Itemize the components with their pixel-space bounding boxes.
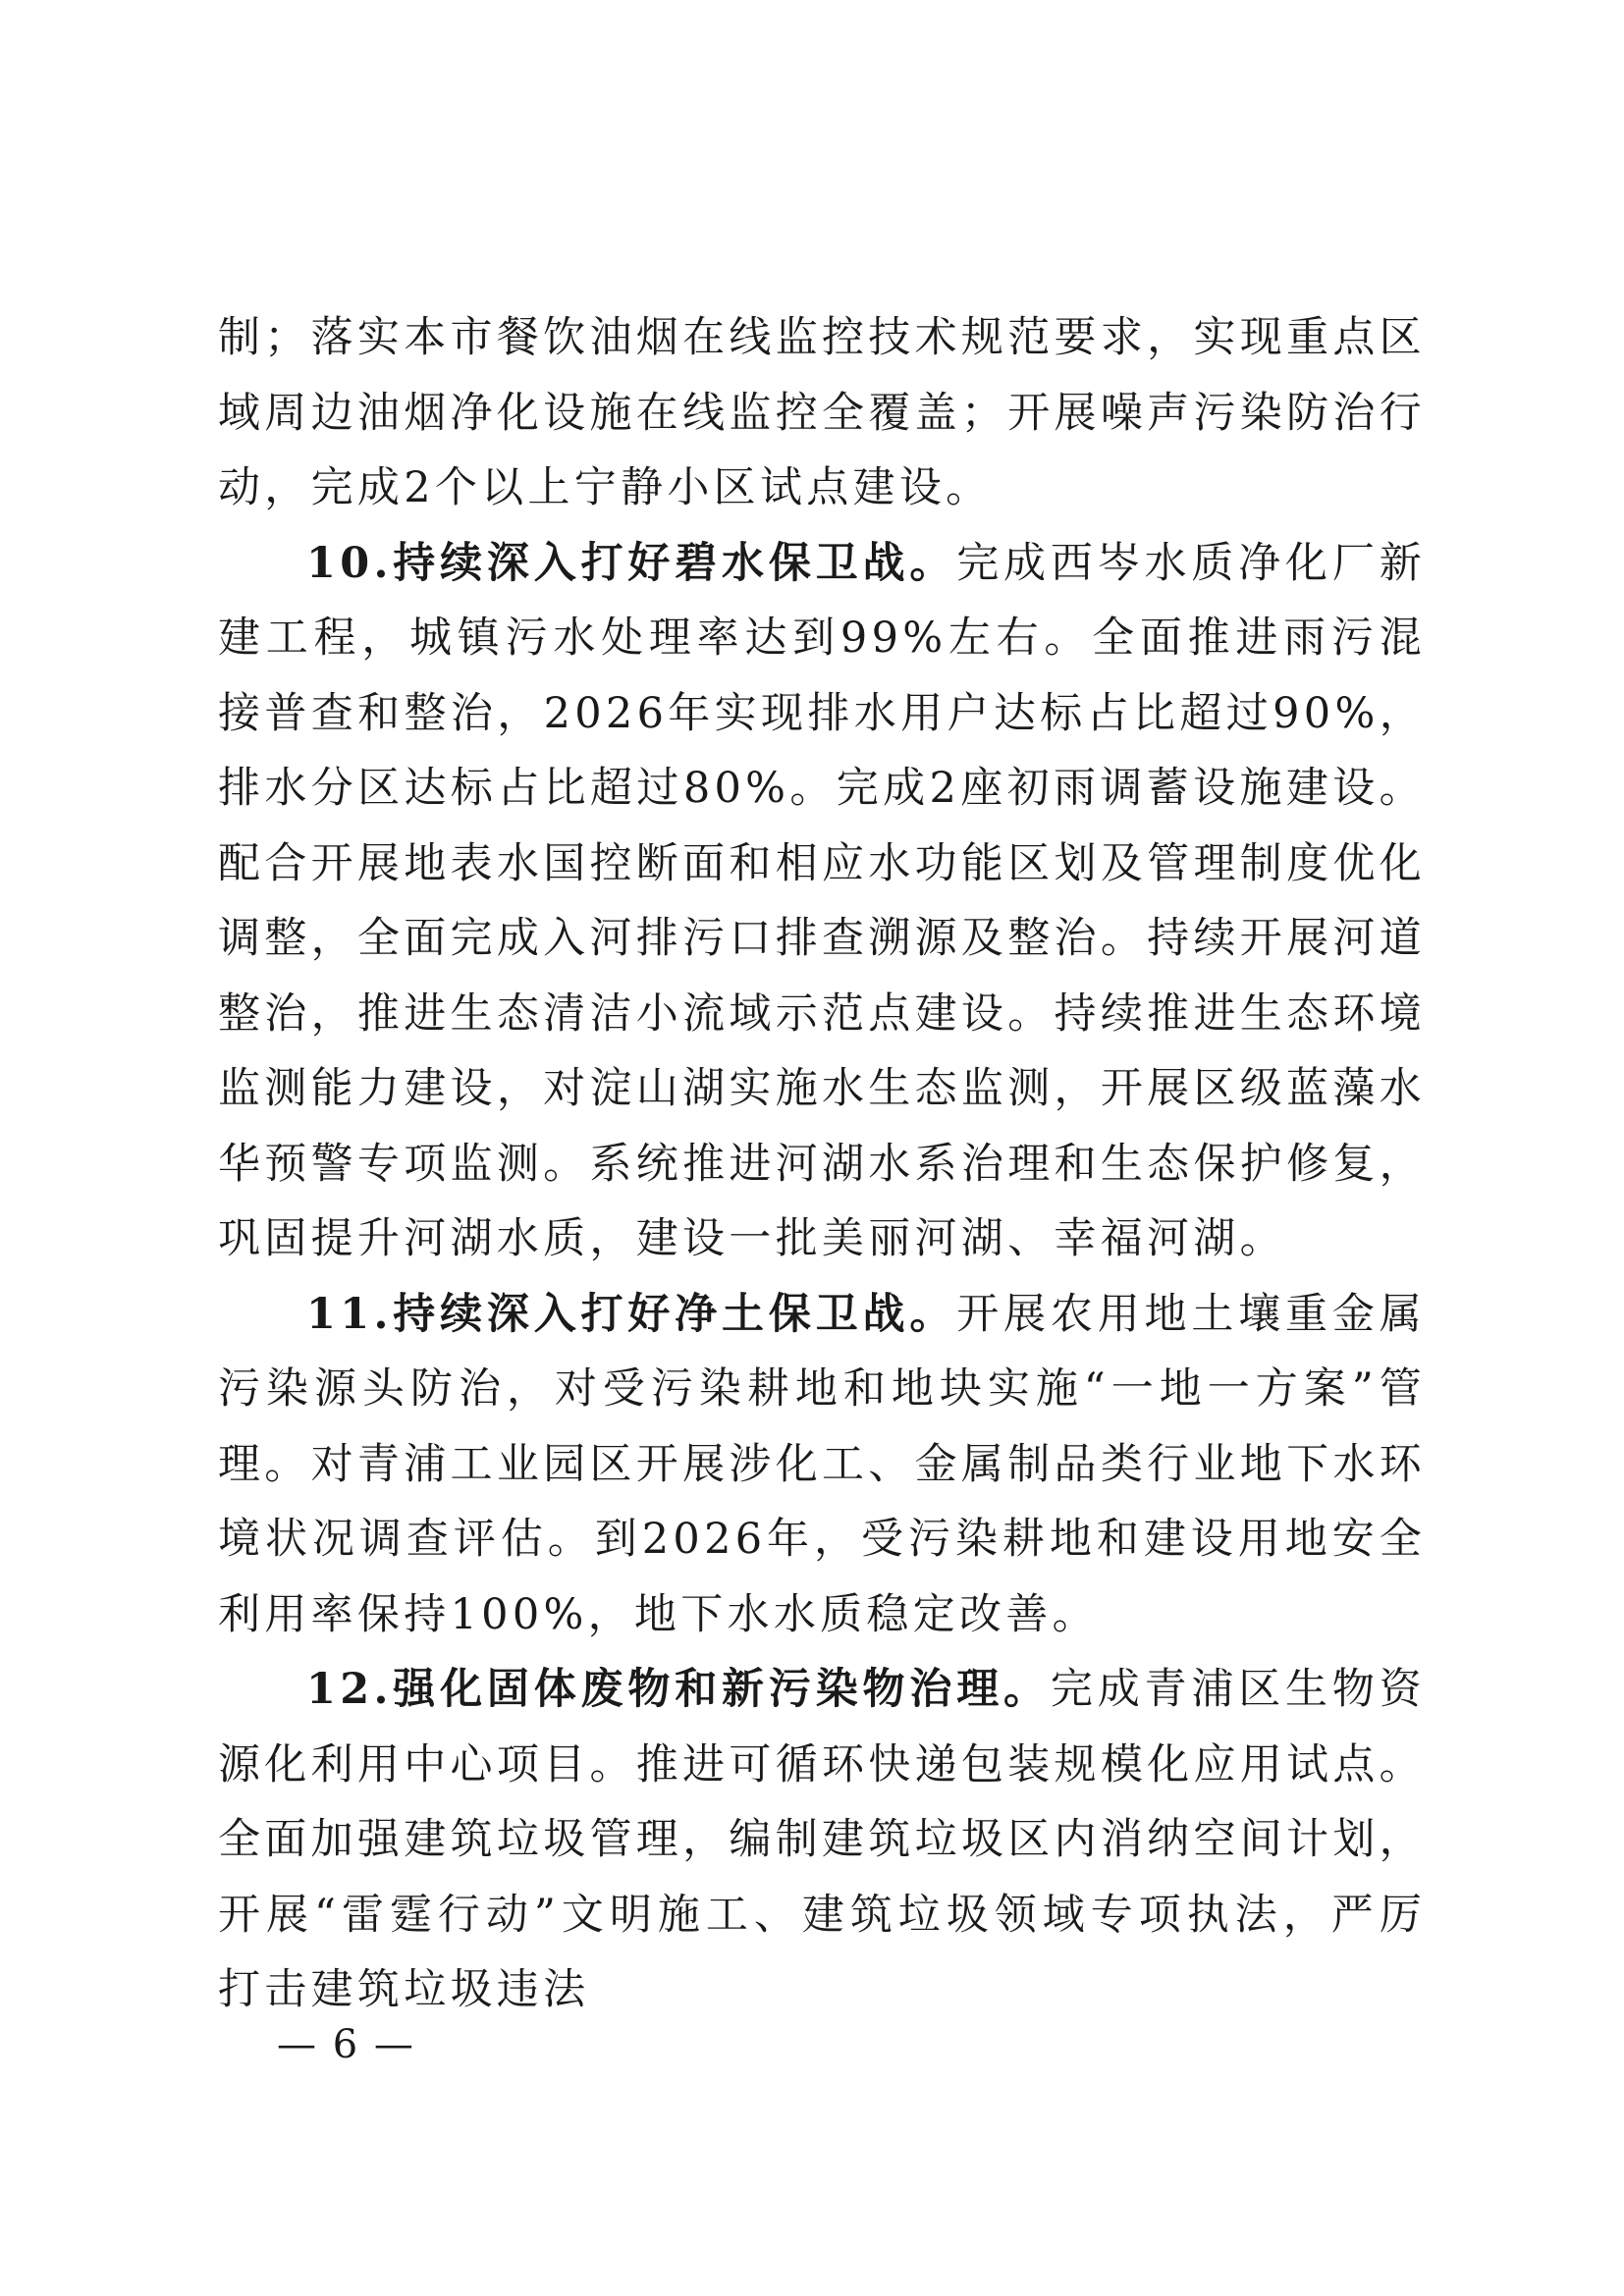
continuation-paragraph bbox=[218, 300, 1426, 526]
section-10-heading: 10.持续深入打好碧水保卫战。 bbox=[306, 538, 957, 588]
section-11-paragraph bbox=[218, 1277, 1426, 1653]
section-11-heading: 11.持续深入打好净土保卫战。 bbox=[306, 1289, 957, 1339]
continuation-text: 制；落实本市餐饮油烟在线监控技术规范要求，实现重点区域周边油烟净化设施在线监控全覆盖；开展噪声污染防治行动，完成2个以上宁静小区试点建设。 bbox=[218, 313, 1426, 512]
section-10-paragraph bbox=[218, 526, 1426, 1277]
document-body bbox=[218, 300, 1426, 2028]
section-12-paragraph bbox=[218, 1652, 1426, 2028]
section-10-body: 完成西岑水质净化厂新建工程，城镇污水处理率达到99%左右。全面推进雨污混接普查和整治，2026年实现排水用户达标占比超过90%，排水分区达标占比超过80%。完成2座初雨调蓄设施建设。配合开展地表水国控断面和相应水功能区划及管理制度优化调整，全面完成入河排污口排查溯源及整治。持续开展河道整治，推进生态清洁小流域示范点建设。持续推进生态环境监测能力建设，对淀山湖实施水生态监测，开展区级蓝藻水华预警专项监测。系统推进河湖水系治理和生态保护修复，巩固提升河湖水质，建设一批美丽河湖、幸福河湖。 bbox=[218, 538, 1426, 1263]
section-11-body: 开展农用地土壤重金属污染源头防治，对受污染耕地和地块实施“一地一方案”管理。对青浦工业园区开展涉化工、金属制品类行业地下水环境状况调查评估。到2026年，受污染耕地和建设用地安全利用率保持100%，地下水水质稳定改善。 bbox=[218, 1289, 1426, 1639]
section-12-heading: 12.强化固体废物和新污染物治理。 bbox=[306, 1665, 1051, 1714]
section-12-body: 完成青浦区生物资源化利用中心项目。推进可循环快递包装规模化应用试点。全面加强建筑垃圾管理，编制建筑垃圾区内消纳空间计划，开展“雷霆行动”文明施工、建筑垃圾领域专项执法，严厉打击建筑垃圾违法 bbox=[218, 1665, 1426, 2014]
page-number: — 6 — bbox=[277, 2022, 415, 2067]
